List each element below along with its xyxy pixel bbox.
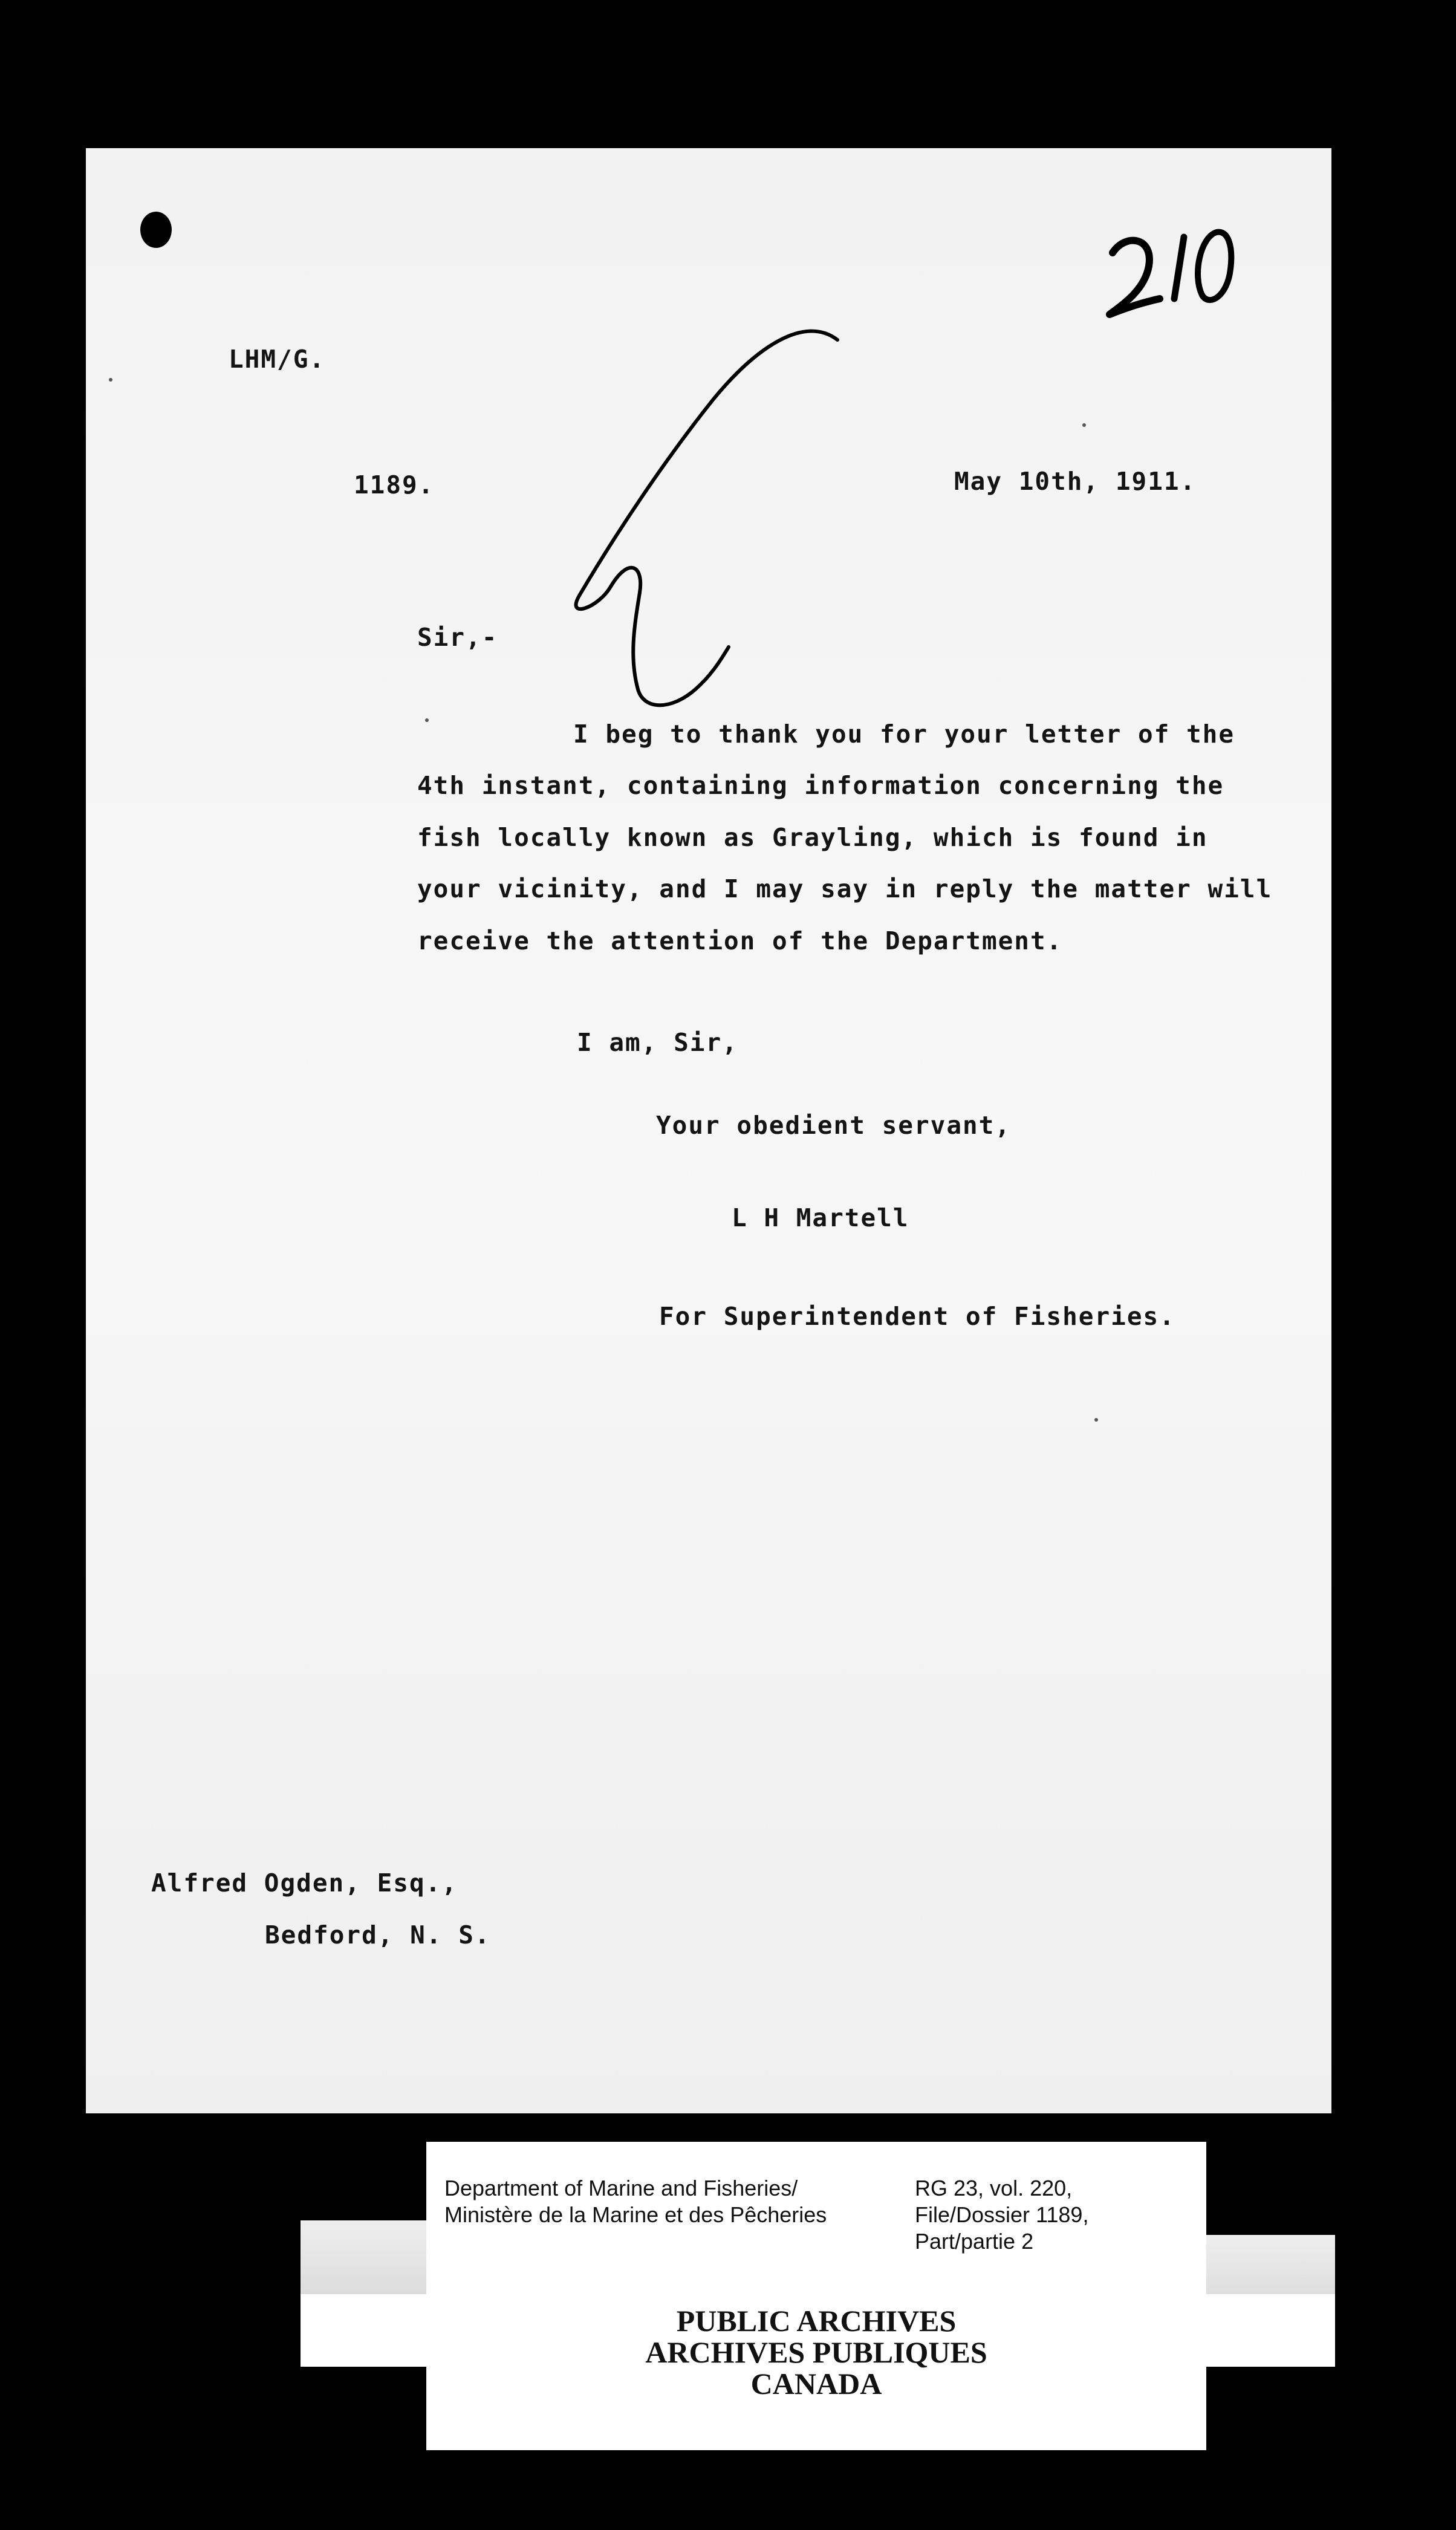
paper-speck <box>1094 1418 1098 1422</box>
signature: L H Martell <box>732 1203 909 1232</box>
file-number: 1189. <box>354 470 435 499</box>
addressee-name: Alfred Ogden, Esq., <box>151 1868 458 1897</box>
archives-name: PUBLIC ARCHIVES ARCHIVES PUBLIQUES CANADA <box>645 2304 987 2401</box>
paper-speck <box>109 378 112 382</box>
paper-speck <box>1082 423 1086 427</box>
paper-speck <box>425 718 429 722</box>
body-line: I beg to thank you for your letter of the <box>573 720 1235 749</box>
signature-title: For Superintendent of Fisheries. <box>659 1302 1175 1331</box>
body-line: your vicinity, and I may say in reply the matter will <box>417 874 1273 903</box>
salutation: Sir,- <box>417 623 498 652</box>
punch-hole <box>140 212 172 248</box>
body-line: receive the attention of the Department. <box>417 926 1063 955</box>
body-line: fish locally known as Grayling, which is found in <box>417 823 1208 852</box>
body-line: 4th instant, containing information concerning the <box>417 771 1224 800</box>
addressee-place: Bedford, N. S. <box>265 1920 491 1950</box>
archive-label <box>426 2142 1206 2450</box>
closing-line: Your obedient servant, <box>656 1111 1012 1140</box>
closing-line: I am, Sir, <box>577 1028 738 1057</box>
letter-date: May 10th, 1911. <box>954 467 1197 496</box>
reference-initials: LHM/G. <box>229 345 326 374</box>
record-reference: RG 23, vol. 220, File/Dossier 1189, Part/partie 2 <box>915 2176 1089 2254</box>
department-text: Department of Marine and Fisheries/ Ministère de la Marine et des Pêcheries <box>444 2176 827 2227</box>
